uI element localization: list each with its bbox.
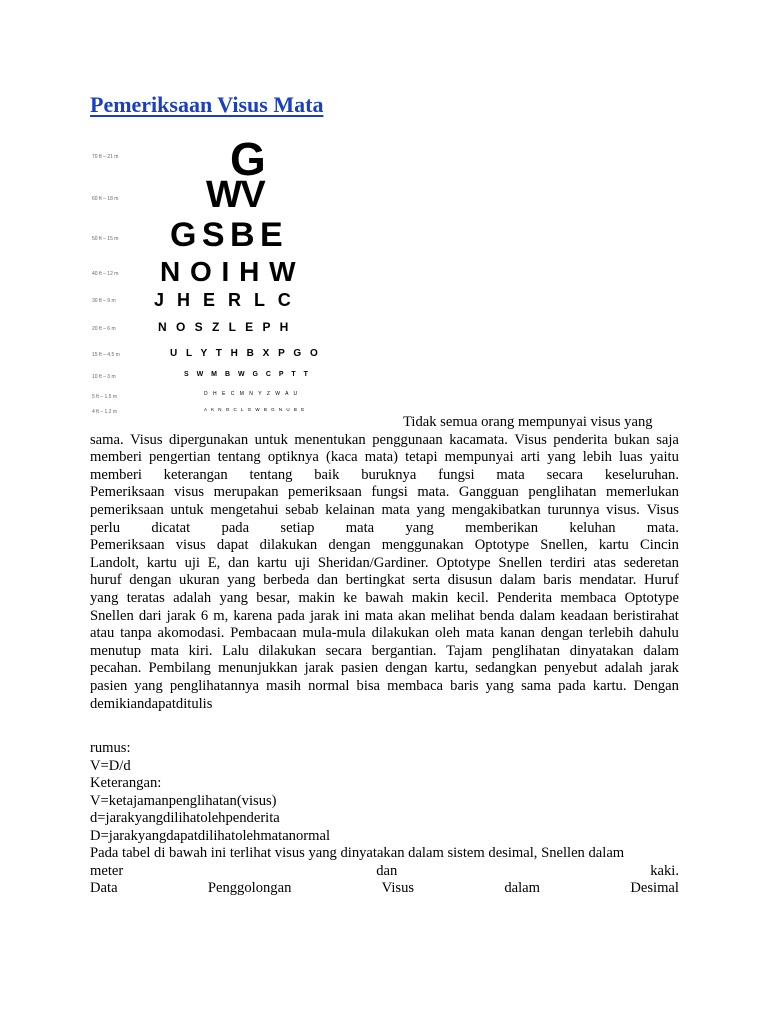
word: Dengan [633, 677, 679, 694]
word: memberi [90, 466, 142, 483]
word: jarak [166, 607, 196, 624]
word: dengan [328, 537, 371, 554]
word: kecil. [456, 589, 489, 606]
word: mata [364, 607, 394, 624]
word: menunjukkan [218, 660, 298, 677]
word: makin [411, 589, 449, 606]
word: Visus [381, 880, 415, 897]
word: kanan [500, 625, 535, 642]
paragraph-line-justified [90, 660, 679, 678]
word: dipergunakan [168, 431, 249, 448]
chart-row-letters: U L Y T H B X P G O [170, 348, 321, 359]
word: Visus [514, 431, 547, 448]
word: tentang [249, 466, 293, 483]
word: yang [405, 519, 434, 536]
word: pasien [90, 677, 128, 694]
word: ke [343, 589, 358, 606]
word: fungsi [438, 466, 475, 483]
word: perlu [90, 519, 120, 536]
chart-row-label: 4 ft – 1.2 m [92, 409, 118, 415]
word: mata [496, 466, 525, 483]
paragraph-line: Pada tabel di bawah ini terlihat visus yang dinyatakan dalam sistem desimal, Snellen dalam [90, 845, 625, 861]
word: oleh [434, 625, 461, 642]
word: Visus [646, 501, 679, 518]
chart-row-letters: D H E C M N Y Z W A U [204, 391, 300, 397]
paragraph-line-justified [90, 537, 679, 555]
word: mendatar. [579, 572, 637, 589]
word: setiap [280, 519, 315, 536]
word: kelainan [325, 501, 375, 518]
word: dengan [385, 660, 428, 677]
word: adalah [604, 660, 643, 677]
word: dan [228, 554, 250, 571]
word: penglihatan [492, 642, 561, 659]
word: visus [175, 537, 206, 554]
chart-row-letters: A K N O C L G W B G N U B E [204, 407, 306, 412]
word: mata. [417, 484, 450, 501]
word: secara [325, 642, 363, 659]
word: Sheridan/Gardiner. [317, 554, 429, 571]
word: mula-mula [302, 625, 366, 642]
word: pada [221, 519, 250, 536]
word: lebih [582, 449, 612, 466]
word: menentukan [294, 431, 366, 448]
paragraph-line-justified [90, 880, 679, 898]
word: mata. [646, 519, 679, 536]
word: teratas [126, 589, 165, 606]
word: pada [558, 677, 586, 694]
word: yang [90, 589, 119, 606]
chart-row-label: 20 ft – 6 m [92, 326, 116, 332]
word: yang [485, 677, 514, 694]
word: E, [207, 554, 221, 571]
word: menutup [90, 642, 142, 659]
word: disusun [447, 572, 493, 589]
paragraph-line-justified [90, 502, 679, 520]
word: fungsi [371, 484, 408, 501]
word: Huruf [643, 572, 679, 589]
word: akan [398, 607, 426, 624]
word: tanpa [120, 625, 152, 642]
formula-block [90, 740, 679, 846]
chart-row-label: 5 ft – 1.5 m [92, 394, 118, 400]
word: visus [174, 484, 205, 501]
paragraph-line-justified [90, 555, 679, 573]
word: sederetan [623, 554, 679, 571]
word: atas [593, 554, 617, 571]
word: baik [314, 466, 340, 483]
paragraph-line-justified [90, 863, 679, 881]
word: makin [298, 589, 335, 606]
chart-row-label: 30 ft – 9 m [92, 298, 116, 304]
word: kacamata. [449, 431, 508, 448]
word: penggunaan [372, 431, 443, 448]
word: membaca [560, 589, 617, 606]
word: mata [150, 642, 180, 659]
paragraph-line-justified [90, 608, 679, 626]
word: keseluruhan. [604, 466, 679, 483]
word: dahulu [639, 625, 679, 642]
word: untuk [254, 431, 288, 448]
word: huruf [90, 572, 122, 589]
keterangan-label: Keterangan: [90, 775, 162, 792]
word: sedangkan [475, 660, 537, 677]
paragraph-line-justified [90, 590, 679, 608]
word: jarak [309, 607, 340, 624]
chart-row-letters: N O S Z L E P H [158, 320, 292, 334]
definition-small-d: d=jarakyangdilihatolehpenderita [90, 810, 280, 827]
word: dalam [519, 607, 556, 624]
word: dalam [504, 880, 541, 897]
paragraph-table-intro [90, 845, 679, 898]
chart-row-label: 60 ft – 18 m [92, 196, 119, 202]
word: mempunyai [444, 449, 514, 466]
word: dalam [499, 572, 536, 589]
word: dilakukan [259, 537, 318, 554]
word: Optotype [474, 537, 530, 554]
word: penderita [553, 431, 608, 448]
word: terdiri [549, 554, 586, 571]
word: Penderita [496, 589, 553, 606]
word: yang [134, 677, 163, 694]
word: Snellen [498, 554, 543, 571]
word: Landolt, [90, 554, 140, 571]
word: terlebih [588, 625, 634, 642]
chart-row-letters: G [230, 133, 266, 185]
word: ukuran [179, 572, 220, 589]
word: memberikan [465, 519, 539, 536]
word: dapat [216, 537, 249, 554]
paragraph-line-justified [90, 432, 679, 450]
word: pada [277, 607, 305, 624]
chart-row-letters: J H E R L C [154, 290, 295, 310]
word: keluhan [569, 519, 616, 536]
word: bergantian. [371, 642, 437, 659]
word: bertingkat [345, 572, 405, 589]
chart-row-label: 40 ft – 12 m [92, 271, 119, 277]
word: besar, [256, 589, 291, 606]
word: Pembilang [148, 660, 211, 677]
definition-v: V=ketajamanpenglihatan(visus) [90, 792, 277, 809]
word: untuk [170, 501, 204, 518]
chart-row-letters: G S B E [170, 216, 281, 254]
word: baris [543, 572, 572, 589]
word: jarak [304, 660, 334, 677]
word: kiri. [188, 642, 213, 659]
snellen-eye-chart [88, 133, 348, 420]
word: penglihatan [528, 484, 597, 501]
word: tentang [217, 449, 261, 466]
word: mata [381, 501, 410, 518]
word: bukan [614, 431, 650, 448]
word: kartu [256, 554, 287, 571]
paragraph-line-justified [90, 467, 679, 485]
word: kartu, [434, 660, 469, 677]
word: bisa [356, 677, 381, 694]
rumus-label: rumus: [90, 740, 131, 756]
word: membaca [387, 677, 444, 694]
word: atau [90, 625, 115, 642]
word: uji [184, 554, 200, 571]
word: yang [547, 449, 576, 466]
word: menggunakan [381, 537, 464, 554]
word: dalam [643, 642, 679, 659]
word: kartu [146, 554, 177, 571]
word: Snellen, [540, 537, 588, 554]
chart-row-label: 10 ft – 3 m [92, 374, 116, 380]
word: jarak [649, 660, 679, 677]
word: memberi [90, 449, 142, 466]
word: akomodasi. [157, 625, 225, 642]
word: Lalu [222, 642, 249, 659]
word: sama. [90, 431, 124, 448]
paragraph-line-justified [90, 520, 679, 538]
word: dinyatakan [569, 642, 634, 659]
word: Desimal [630, 880, 679, 897]
word: serta [412, 572, 441, 589]
paragraph-line-justified [90, 449, 679, 467]
word: keterangan [163, 466, 228, 483]
word: penyebut [543, 660, 598, 677]
word: pasien [340, 660, 379, 677]
word: beristirahat [613, 607, 679, 624]
word: dilakukan [258, 642, 316, 659]
word: masih [266, 677, 301, 694]
word: turunnya [547, 501, 600, 518]
word: (kaca [326, 449, 358, 466]
word: meter [90, 862, 124, 879]
word: Penggolongan [207, 880, 292, 897]
word: dengan [129, 572, 172, 589]
word: arti [520, 449, 541, 466]
word: memerlukan [606, 484, 679, 501]
word: Pembacaan [230, 625, 297, 642]
word: karena [233, 607, 273, 624]
chart-row-letters: S W M B W G C P T T [184, 371, 311, 378]
word: dan [376, 862, 398, 879]
paragraph-line: Tidak semua orang mempunyai visus yang [403, 414, 653, 430]
word: Gangguan [458, 484, 519, 501]
word: Pemeriksaan [90, 537, 165, 554]
word: berbeda [263, 572, 310, 589]
word: kartu. [592, 677, 627, 694]
word: benda [479, 607, 515, 624]
word: uji [294, 554, 311, 571]
word: optiknya [267, 449, 319, 466]
paragraph-line-justified [90, 643, 679, 661]
word: bawah [365, 589, 404, 606]
word: tetapi [405, 449, 438, 466]
paragraph-line-justified [90, 625, 679, 643]
word: yang [219, 589, 248, 606]
word: pecahan. [90, 660, 142, 677]
word: sama [521, 677, 552, 694]
word: m, [213, 607, 229, 624]
paragraph-visus-intro [90, 414, 679, 713]
word: dan [317, 572, 339, 589]
word: ini [344, 607, 360, 624]
chart-row-label: 15 ft – 4.5 m [92, 352, 120, 358]
word: keadaan [560, 607, 609, 624]
word: Tajam [446, 642, 483, 659]
formula-equation: V=D/d [90, 757, 131, 774]
word: buruknya [361, 466, 417, 483]
word: luas [619, 449, 643, 466]
word: Optotype [624, 589, 679, 606]
word: Snellen [90, 607, 134, 624]
word: saja [656, 431, 679, 448]
word: Cincin [639, 537, 679, 554]
paragraph-lines [90, 432, 679, 696]
word: yang [416, 501, 445, 518]
word: secara [546, 466, 584, 483]
word: yang [227, 572, 256, 589]
word: visus. [606, 501, 640, 518]
paragraph-line: demikiandapatditulis [90, 695, 213, 712]
word: Data [90, 880, 118, 897]
word: sebab [285, 501, 319, 518]
word: pemeriksaan [288, 484, 362, 501]
word: adalah [173, 589, 212, 606]
chart-row-label: 70 ft – 21 m [92, 154, 119, 160]
word: Optotype [436, 554, 491, 571]
definition-big-d: D=jarakyangdapatdilihatolehmatanormal [90, 827, 331, 844]
chart-row-label: 50 ft – 15 m [92, 236, 119, 242]
chart-row-letters: N O I H W [160, 256, 297, 287]
word: merupakan [213, 484, 279, 501]
paragraph-line-justified [90, 484, 679, 502]
word: dari [138, 607, 162, 624]
word: mengakibatkan [451, 501, 541, 518]
word: melihat [430, 607, 475, 624]
word: yaitu [649, 449, 679, 466]
paragraph-line-justified [90, 678, 679, 696]
word: dengan [540, 625, 583, 642]
page-title[interactable]: Pemeriksaan Visus Mata [90, 92, 324, 117]
chart-row-letters: W V [206, 174, 260, 216]
word: penglihatannya [169, 677, 260, 694]
word: dicatat [151, 519, 191, 536]
word: mata [345, 519, 375, 536]
word: pemeriksaan [90, 501, 164, 518]
word: baris [450, 677, 479, 694]
word: mata) [364, 449, 398, 466]
word: Visus [130, 431, 163, 448]
word: 6 [200, 607, 209, 624]
word: normal [308, 677, 350, 694]
word: kartu [598, 537, 629, 554]
word: dilakukan [371, 625, 430, 642]
paragraph-line-justified [90, 572, 679, 590]
word: Pemeriksaan [90, 484, 165, 501]
word: kaki. [650, 862, 679, 879]
word: mata [465, 625, 495, 642]
word: pengertian [149, 449, 211, 466]
word: mengetahui [210, 501, 279, 518]
